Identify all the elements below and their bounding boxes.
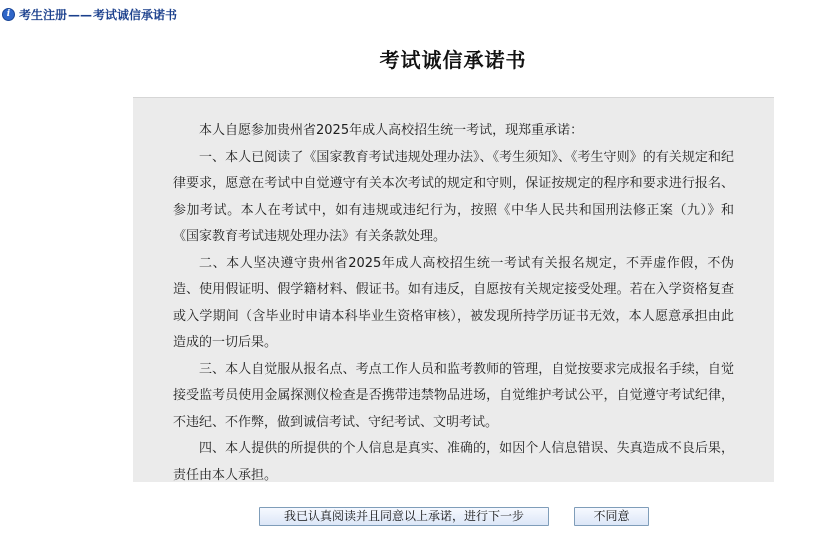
commitment-clause-2: 二、本人坚决遵守贵州省2025年成人高校招生统一考试有关报名规定，不弄虚作假，不伪造、使用假证明、假学籍材料、假证书。如有违反，自愿按有关规定接受处理。若在入学资格复查或入学期间（含毕业时申请本科毕业生资格审核），被发现所持学历证书无效，本人愿意承担由此造成的一切后果。 <box>173 255 734 350</box>
commitment-clause-3: 三、本人自觉服从报名点、考点工作人员和监考教师的管理，自觉按要求完成报名手续，自觉接受监考员使用金属探测仪检查是否携带违禁物品进场，自觉维护考试公平，自觉遵守考试纪律，不违纪、不作弊，做到诚信考试、守纪考试、文明考试。 <box>173 361 734 430</box>
agree-button[interactable]: 我已认真阅读并且同意以上承诺，进行下一步 <box>259 507 549 526</box>
commitment-intro: 本人自愿参加贵州省2025年成人高校招生统一考试，现郑重承诺： <box>199 123 584 138</box>
breadcrumb <box>2 6 177 23</box>
breadcrumb-parent[interactable]: 考生注册 <box>19 8 68 22</box>
breadcrumb-current: 考试诚信承诺书 <box>93 8 178 22</box>
commitment-content <box>133 97 774 482</box>
action-buttons <box>0 507 813 527</box>
disagree-button[interactable]: 不同意 <box>574 507 649 526</box>
commitment-clause-4: 四、本人提供的所提供的个人信息是真实、准确的，如因个人信息错误、失真造成不良后果，责任由本人承担。 <box>173 441 734 483</box>
page-title: 考试诚信承诺书 <box>379 48 527 72</box>
info-icon: i <box>2 8 15 21</box>
commitment-clause-1: 一、本人已阅读了《国家教育考试违规处理办法》、《考生须知》、《考生守则》的有关规定和纪律要求，愿意在考试中自觉遵守有关本次考试的规定和守则，保证按规定的程序和要求进行报名、参加考试。本人在考试中，如有违规或违纪行为，按照《中华人民共和国刑法修正案（九）》和《国家教育考试违规处理办法》有关条款处理。 <box>173 149 734 244</box>
breadcrumb-separator: —— <box>68 7 93 22</box>
